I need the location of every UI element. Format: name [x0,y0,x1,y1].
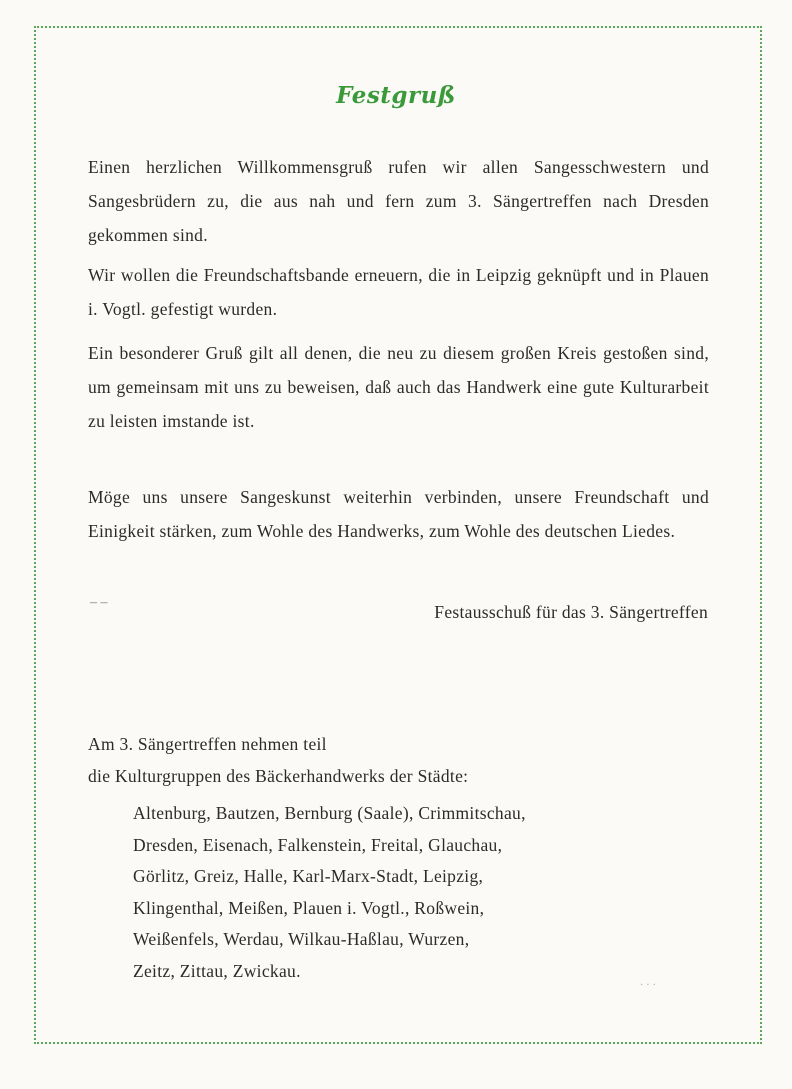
intro-line: Am 3. Sängertreffen nehmen teil [88,734,327,754]
intro-line: die Kulturgruppen des Bäckerhandwerks der Städte: [88,766,469,786]
city-list-line: Altenburg, Bautzen, Bernburg (Saale), Crimmitschau, [133,803,526,823]
city-list [133,798,693,987]
city-list-line: Görlitz, Greiz, Halle, Karl-Marx-Stadt, Leipzig, [133,866,484,886]
decorative-dash: ‒ ‒ [90,595,108,610]
city-list-line: Zeitz, Zittau, Zwickau. [133,960,301,981]
paragraph-welcome: Einen herzlichen Willkommensgruß rufen wir allen Sangesschwestern und Sangesbrüdern zu, die aus nah und fern zum 3. Sängertreffen nach Dresden gekommen sind. [88,157,709,245]
city-list-line: Dresden, Eisenach, Falkenstein, Freital, Glauchau, [133,834,503,855]
city-list-line: Weißenfels, Werdau, Wilkau-Haßlau, Wurzen, [133,929,470,949]
page-title: Festgruß [336,82,456,109]
paragraph-friendship: Wir wollen die Freundschaftsbande erneuern, die in Leipzig geknüpft und in Plauen i. Vogtl. gefestigt wurden. [88,265,709,319]
city-list-line: Klingenthal, Meißen, Plauen i. Vogtl., Roßwein, [133,897,485,918]
print-specks: · · · [640,980,656,991]
signature-line: Festausschuß für das 3. Sängertreffen [434,602,708,622]
participants-intro [88,728,709,792]
paragraph-wish: Möge uns unsere Sangeskunst weiterhin verbinden, unsere Freundschaft und Einigkeit stärken, zum Wohle des Handwerks, zum Wohle des deutschen Liedes. [88,487,709,541]
paragraph-special-greeting: Ein besonderer Gruß gilt all denen, die neu zu diesem großen Kreis gestoßen sind, um gemeinsam mit uns zu beweisen, daß auch das Handwerk eine gute Kulturarbeit zu leisten imstande ist. [88,343,709,431]
